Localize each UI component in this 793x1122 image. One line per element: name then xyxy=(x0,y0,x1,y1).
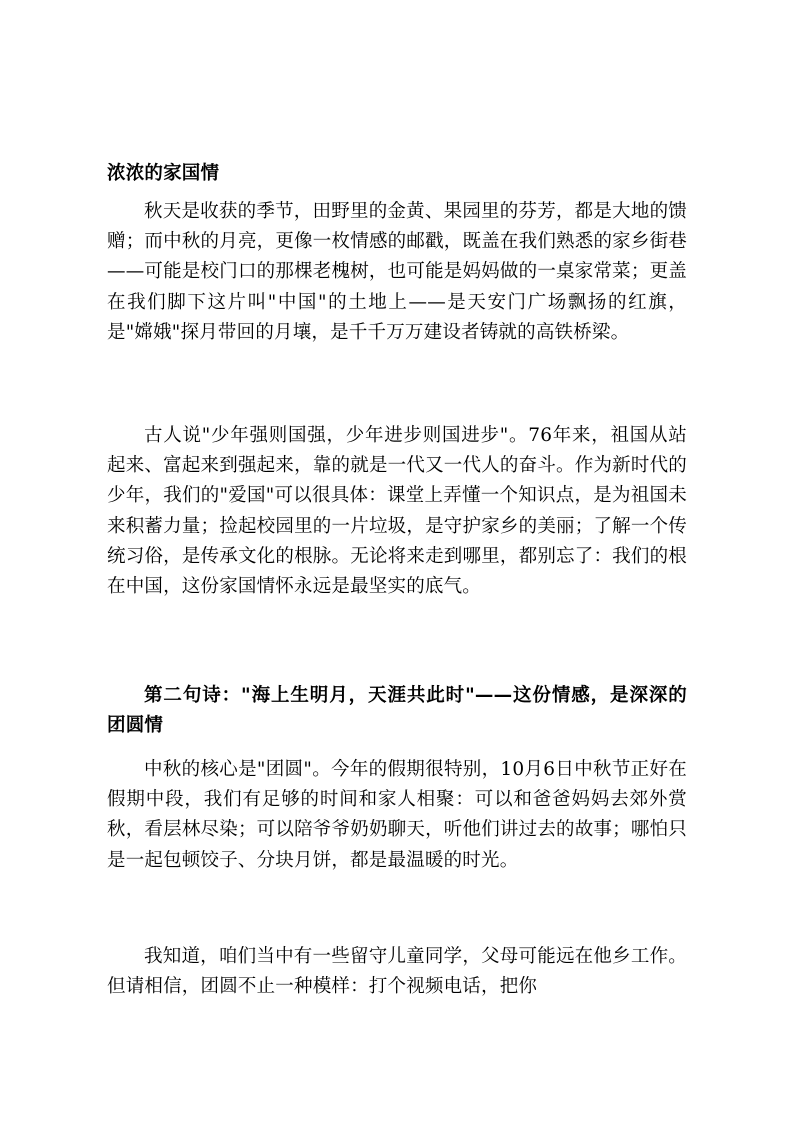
section-heading-second-poem: 第二句诗："海上生明月，天涯共此时"——这份情感，是深深的团圆情 xyxy=(107,685,687,737)
paragraph-youth-patriotism: 古人说"少年强则国强，少年进步则国进步"。76年来，祖国从站起来、富起来到强起来，靠的就是一代又一代人的奋斗。作为新时代的少年，我们的"爱国"可以很具体：课堂上弄懂一个知识点，是为祖国未来积蓄力量；捡起校园里的一片垃圾，是守护家乡的美丽；了解一个传统习俗，是传承文化的根脉。无论将来走到哪里，都别忘了：我们的根在中国，这份家国情怀永远是最坚实的底气。 xyxy=(107,425,687,598)
paragraph-left-behind-children: 我知道，咱们当中有一些留守儿童同学，父母可能远在他乡工作。但请相信，团圆不止一种模样：打个视频电话，把你 xyxy=(107,946,687,998)
section-heading-family-nation: 浓浓的家国情 xyxy=(107,163,220,184)
document-page xyxy=(107,0,687,1122)
paragraph-reunion: 中秋的核心是"团圆"。今年的假期很特别，10月6日中秋节正好在假期中段，我们有足够的时间和家人相聚：可以和爸爸妈妈去郊外赏秋，看层林尽染；可以陪爷爷奶奶聊天，听他们讲过去的故事；哪怕只是一起包顿饺子、分块月饼，都是最温暖的时光。 xyxy=(107,759,687,871)
paragraph-autumn-moon: 秋天是收获的季节，田野里的金黄、果园里的芬芳，都是大地的馈赠；而中秋的月亮，更像一枚情感的邮戳，既盖在我们熟悉的家乡街巷——可能是校门口的那棵老槐树，也可能是妈妈做的一桌家常菜；更盖在我们脚下这片叫"中国"的土地上——是天安门广场飘扬的红旗，是"嫦娥"探月带回的月壤，是千千万万建设者铸就的高铁桥梁。 xyxy=(107,201,687,343)
